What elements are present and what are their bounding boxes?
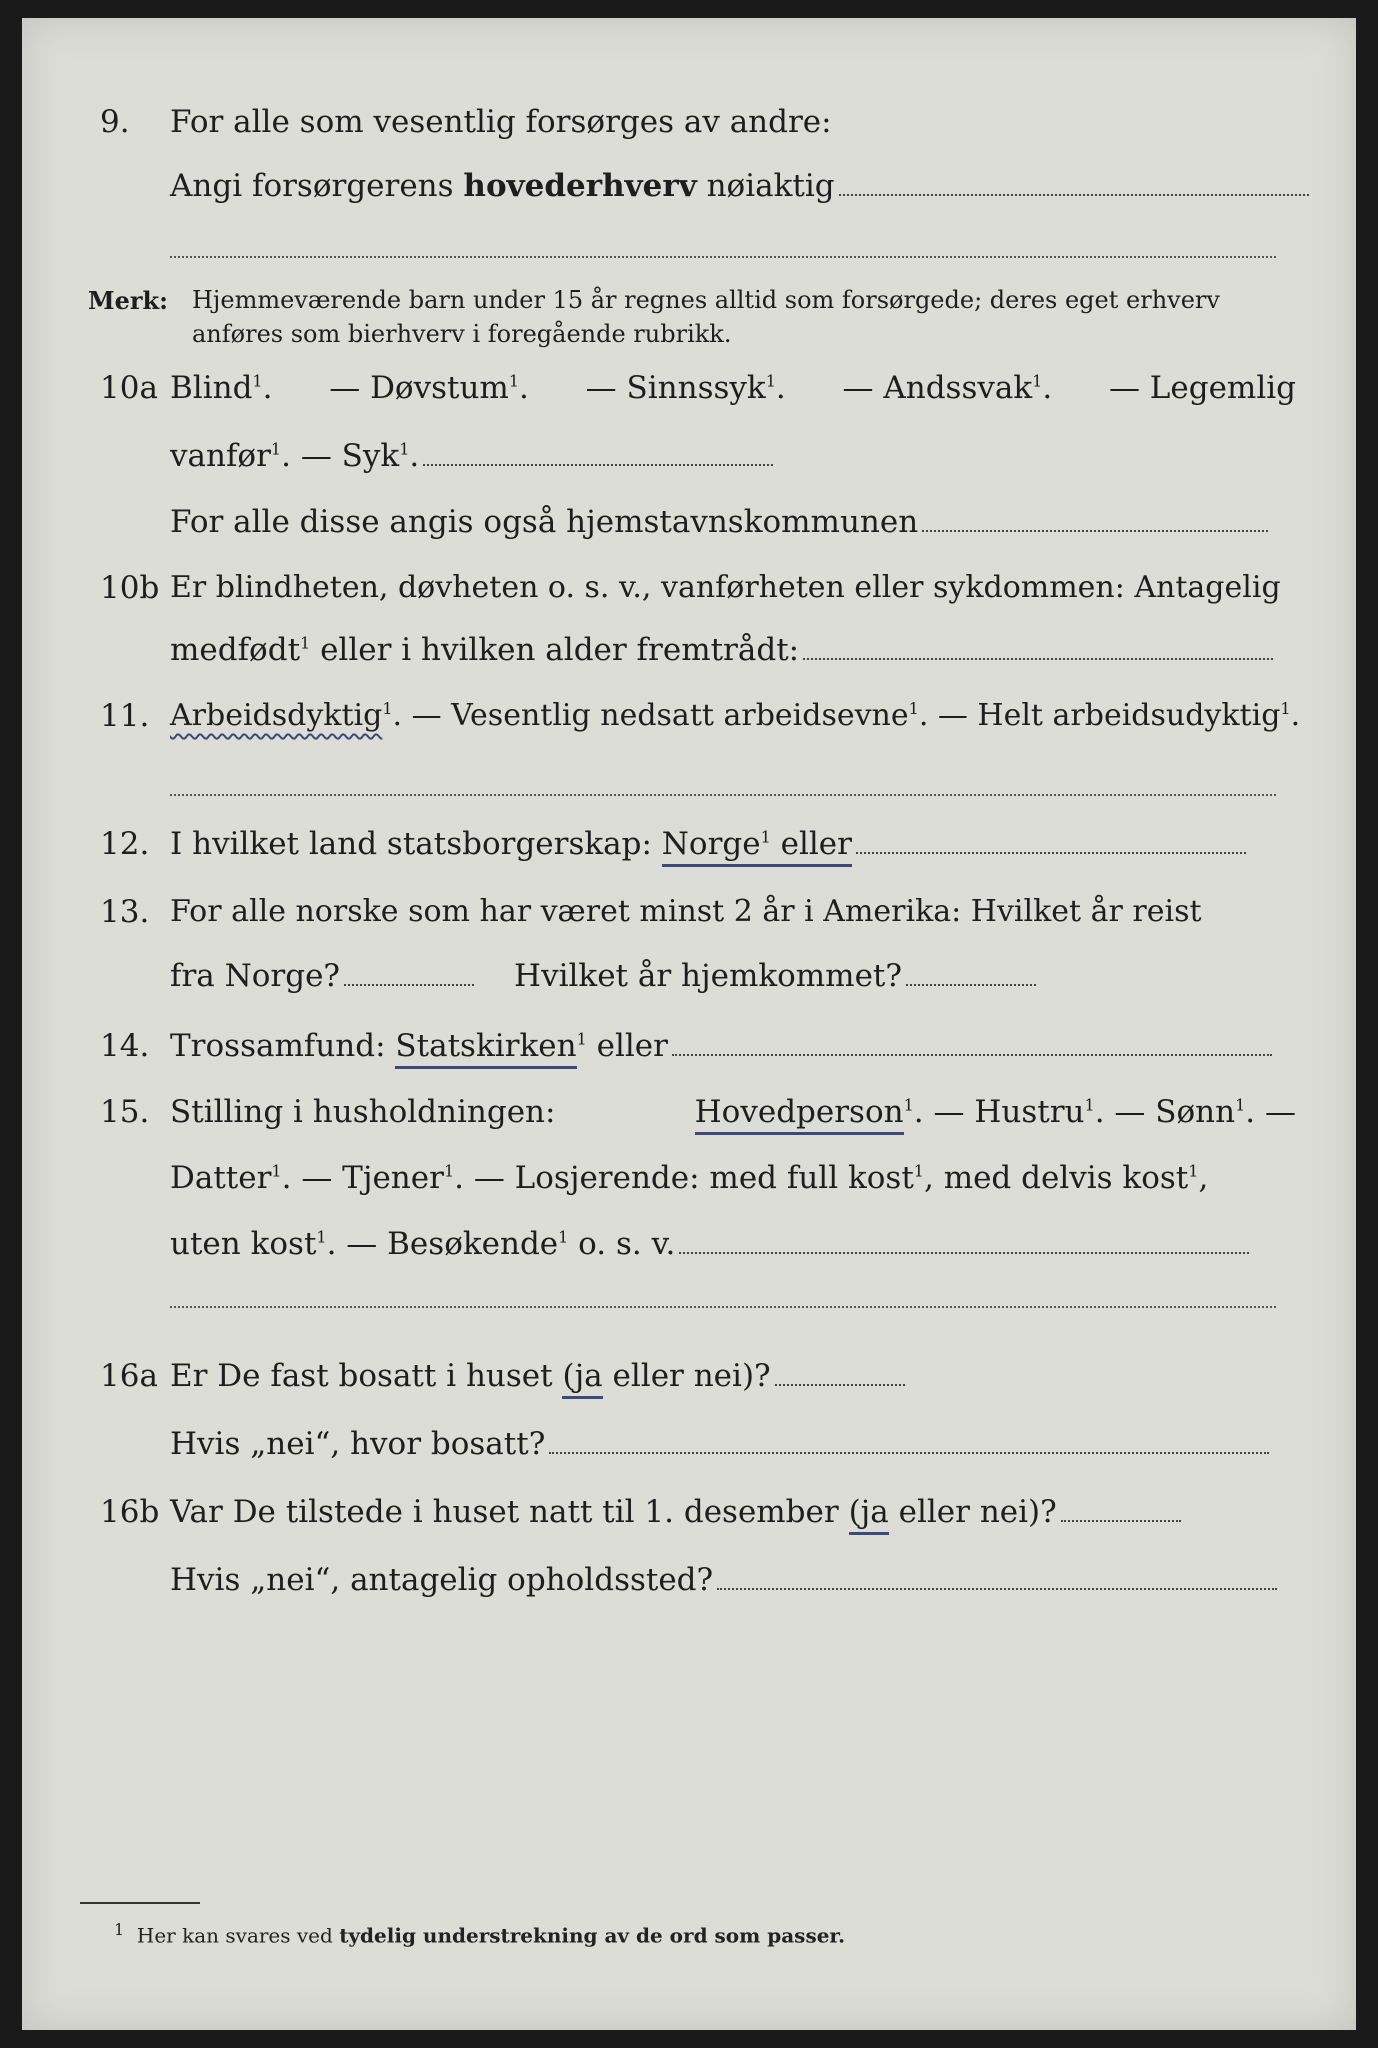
footnote: $^1$ Her kan svares ved tydelig understrekning av de ord som passer. (114, 1920, 846, 1948)
q16b-answer: (ja (849, 1494, 889, 1535)
answer-blank[interactable] (839, 193, 1309, 196)
merk-text-1: Hjemmeværende barn under 15 år regnes alltid som forsørgede; deres eget erhverv (192, 286, 1220, 314)
q16a-number: 16a (100, 1358, 158, 1394)
q16a-answer: (ja (562, 1358, 602, 1399)
q9-text: For alle som vesentlig forsørges av andre: (170, 104, 832, 140)
q14-number: 14. (100, 1028, 150, 1064)
q15-answer: Hovedperson (695, 1094, 904, 1135)
q10b-number: 10b (100, 570, 160, 606)
answer-blank[interactable] (679, 1251, 1249, 1254)
q11-number: 11. (100, 698, 150, 734)
q14-answer: Statskirken (395, 1028, 576, 1069)
answer-blank[interactable] (717, 1587, 1277, 1590)
q12-answer: Norge (661, 826, 761, 862)
q11-blank-line[interactable] (170, 794, 1276, 796)
q15-blank-line[interactable] (170, 1306, 1276, 1308)
merk-label: Merk: (88, 286, 168, 315)
answer-blank[interactable] (922, 529, 1268, 532)
answer-blank[interactable] (1061, 1519, 1181, 1522)
q9-bold-word: hovederhverv (463, 168, 697, 204)
q13-number: 13. (100, 894, 150, 930)
answer-blank[interactable] (344, 983, 474, 986)
footnote-rule (80, 1902, 200, 1904)
answer-blank[interactable] (803, 657, 1273, 660)
answer-blank[interactable] (775, 1383, 905, 1386)
q15-number: 15. (100, 1094, 150, 1130)
answer-blank[interactable] (856, 851, 1246, 854)
q10a-number: 10a (100, 370, 158, 406)
answer-blank[interactable] (549, 1451, 1269, 1454)
q12-number: 12. (100, 826, 150, 862)
q16b-number: 16b (100, 1494, 160, 1530)
answer-blank[interactable] (672, 1053, 1272, 1056)
answer-blank[interactable] (423, 463, 773, 466)
census-form-page: 9. For alle som vesentlig forsørges av andre: Angi forsørgerens hovederhverv nøiaktig Merk: Hjemmeværende barn under 15 år regnes alltid som forsørgede; deres eget erhverv anføres som bierhverv i foregående rubrikk. 10a Blind$^1$. — Døvstum$^1$. — Sinnssyk$^1$. — Andssvak$^1$. — Legemlig vanfør$^1$. — Syk$^1$. For alle disse angis også hjemstavnskommunen 10b Er blindheten, døvheten o. s. v., vanførheten eller sykdommen: Antagelig medfødt$^1$ eller i hvilken alder fremtrådt: 11. Arbeidsdyktig$^1$. — Vesentlig nedsatt arbeidsevne$^1$. — Helt arbeidsudyktig$^1$. 12. I hvilket land statsborgerskap: Norge$^1$ eller 13. For alle norske som har været minst 2 år i Amerika: Hvilket år reist fra Norge? Hvilket år hjemkommet? 14. Trossamfund: Statskirken$^1$ eller 15. Stilling i husholdningen: Hovedperson$^1$. — Hustru$^1$. — Sønn$^1$. — Datter$^1$. — Tjener$^1$. — Losjerende: med full kost$^1$, med delvis kost$^1$, uten kost$^1$. — Besøkende$^1$ o. s. v. 16a Er De fast bosatt i huset (ja eller nei)? Hvis „nei“, hvor bosatt? 16b Var De tilstede i huset natt til 1. desember (ja eller nei)? Hvis „nei“, antagelig opholdssted? $^1$ Her kan svares ved tydelig understrekning av de ord som passer. (22, 18, 1356, 2030)
q11-answer-underlined: Arbeidsdyktig (170, 698, 383, 733)
merk-text-2: anføres som bierhverv i foregående rubrikk. (192, 320, 732, 348)
answer-blank[interactable] (906, 983, 1036, 986)
q9-number: 9. (100, 104, 130, 140)
q9-blank-line[interactable] (170, 256, 1276, 258)
